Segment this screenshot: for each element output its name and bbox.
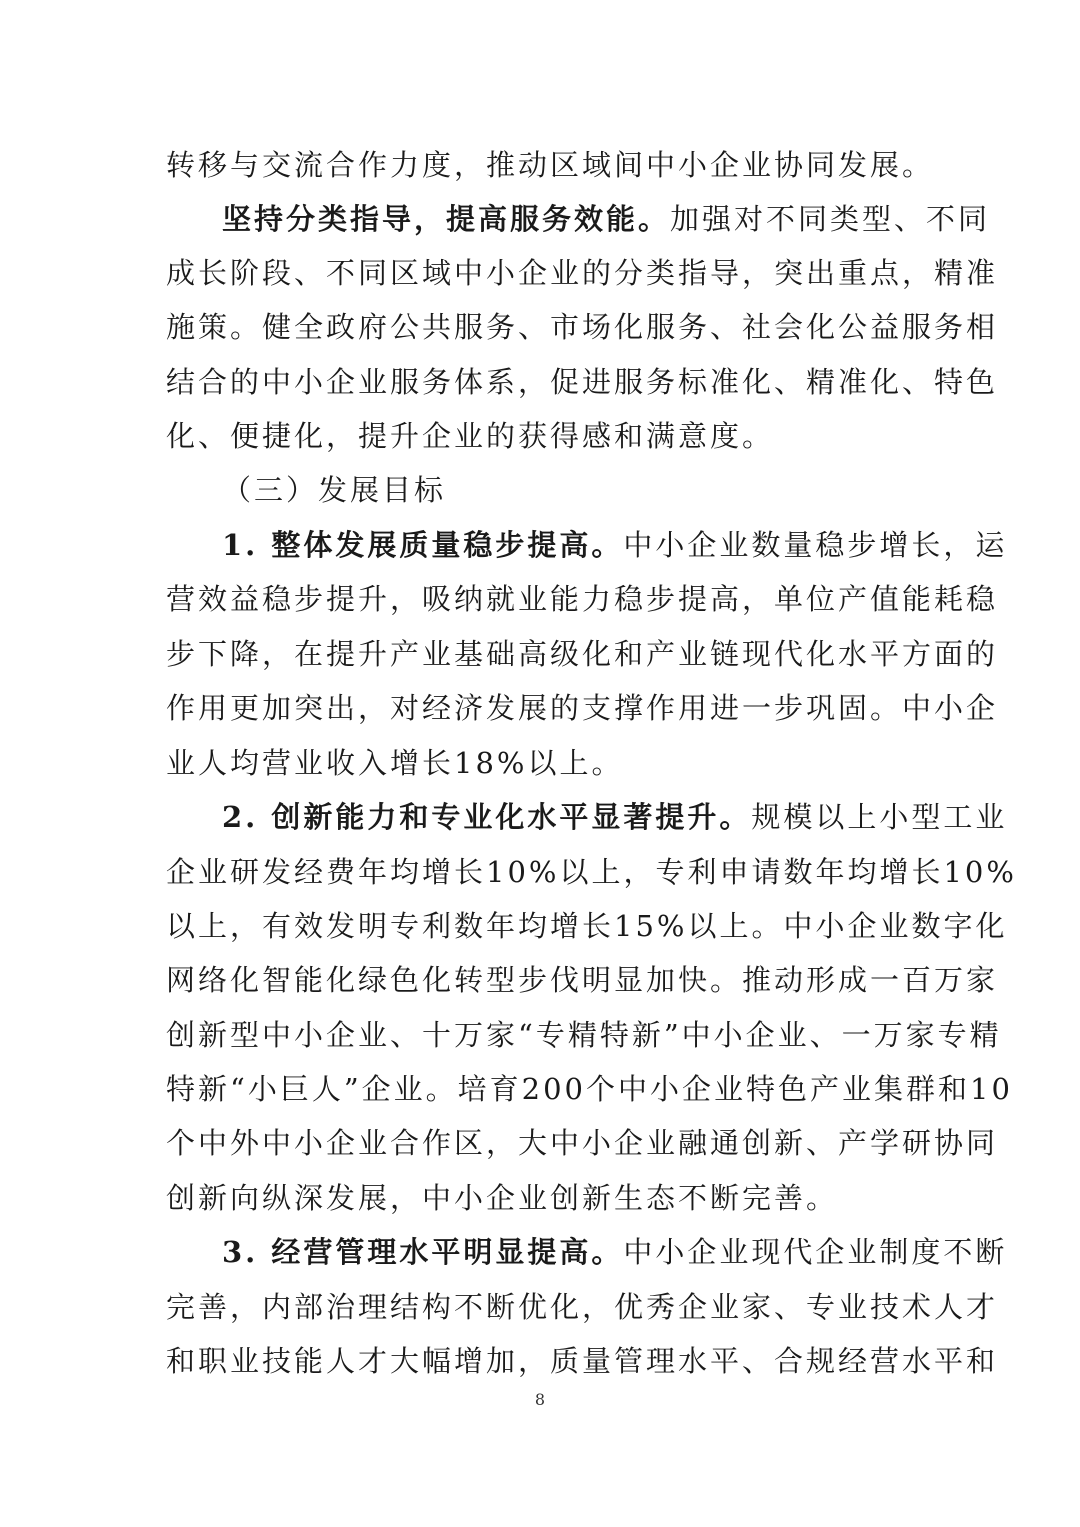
body-line xyxy=(166,953,999,1007)
line-text: 完善，内部治理结构不断优化，优秀企业家、专业技术人才 xyxy=(166,1290,999,1324)
line-text: 创新型中小企业、十万家“专精特新”中小企业、一万家专精 xyxy=(166,1018,1002,1052)
line-text: 企业研发经费年均增长10%以上，专利申请数年均增长10% xyxy=(166,855,1017,889)
line-text: 转移与交流合作力度，推动区域间中小企业协同发展。 xyxy=(166,148,935,182)
line-text: 营效益稳步提升，吸纳就业能力稳步提高，单位产值能耗稳 xyxy=(166,582,999,616)
section-heading xyxy=(222,463,970,517)
line-text: 和职业技能人才大幅增加，质量管理水平、合规经营水平和 xyxy=(166,1344,999,1378)
body-line xyxy=(166,300,999,354)
line-text: 中小企业现代企业制度不断 xyxy=(623,1235,1008,1269)
body-line xyxy=(166,572,999,626)
body-line xyxy=(166,1334,999,1388)
body-line xyxy=(166,1280,999,1334)
line-text: 施策。健全政府公共服务、市场化服务、社会化公益服务相 xyxy=(166,310,999,344)
line-text: 化、便捷化，提升企业的获得感和满意度。 xyxy=(166,419,775,453)
body-line xyxy=(222,192,991,246)
line-text: 网络化智能化绿色化转型步伐明显加快。推动形成一百万家 xyxy=(166,963,999,997)
body-line xyxy=(166,627,999,681)
line-text: 成长阶段、不同区域中小企业的分类指导，突出重点，精准 xyxy=(166,256,999,290)
line-text: 创新向纵深发展，中小企业创新生态不断完善。 xyxy=(166,1181,839,1215)
body-line xyxy=(166,1062,1013,1116)
bold-lead: 2. 创新能力和专业化水平显著提升。 xyxy=(222,800,752,834)
line-text: 中小企业数量稳步增长，运 xyxy=(623,528,1008,562)
body-line xyxy=(166,1116,999,1170)
line-text: 业人均营业收入增长18%以上。 xyxy=(166,746,624,780)
line-text: 以上，有效发明专利数年均增长15%以上。中小企业数字化 xyxy=(166,909,1008,943)
line-text: 加强对不同类型、不同 xyxy=(670,202,991,236)
body-line xyxy=(166,138,935,192)
body-line xyxy=(166,409,914,463)
body-line xyxy=(166,355,999,409)
body-line xyxy=(222,790,1008,844)
body-line xyxy=(166,845,1017,899)
line-text: 规模以上小型工业 xyxy=(751,800,1008,834)
bold-lead: 坚持分类指导，提高服务效能。 xyxy=(222,202,671,236)
body-line xyxy=(222,1225,1008,1279)
body-line xyxy=(166,899,1008,953)
body-line xyxy=(166,1171,914,1225)
bold-lead: 3. 经营管理水平明显提高。 xyxy=(222,1235,624,1269)
line-text: 特新“小巨人”企业。培育200个中小企业特色产业集群和10 xyxy=(166,1072,1013,1106)
body-line xyxy=(166,736,914,790)
line-text: 个中外中小企业合作区，大中小企业融通创新、产学研协同 xyxy=(166,1126,999,1160)
page-number: 8 xyxy=(534,1390,546,1409)
line-text: 作用更加突出，对经济发展的支撑作用进一步巩固。中小企 xyxy=(166,691,999,725)
body-line xyxy=(222,518,1008,572)
body-line xyxy=(166,681,999,735)
body-line xyxy=(166,1008,1002,1062)
line-text: 步下降，在提升产业基础高级化和产业链现代化水平方面的 xyxy=(166,637,999,671)
body-line xyxy=(166,246,999,300)
line-text: 结合的中小企业服务体系，促进服务标准化、精准化、特色 xyxy=(166,365,999,399)
bold-lead: 1. 整体发展质量稳步提高。 xyxy=(222,528,624,562)
line-text: （三）发展目标 xyxy=(222,473,447,507)
